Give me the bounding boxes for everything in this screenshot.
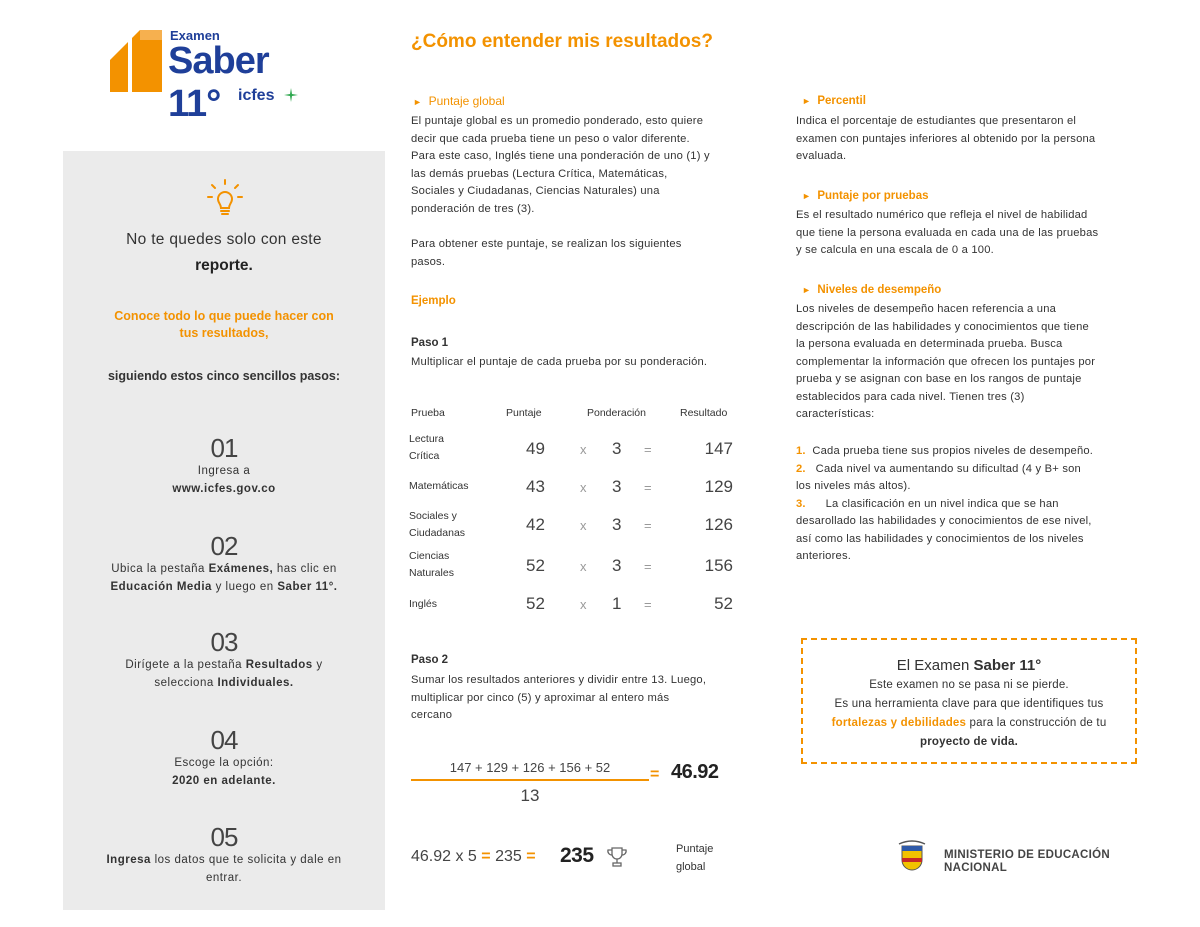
paso2-text: Sumar los resultados anteriores y dividir entre 13. Luego, multiplicar por cinco (5) y aproximar al entero más cercano — [411, 674, 707, 721]
step-4-text: Escoge la opción: — [174, 757, 274, 769]
step-1-number: 01 — [210, 433, 238, 463]
percentil-text: Indica el porcentaje de estudiantes que presentaron el examen con puntajes inferiores al obtenido por la persona evaluada. — [796, 115, 1096, 162]
ministry-line2: NACIONAL — [944, 862, 1008, 874]
table-row-prueba: Sociales y Ciudadanas — [409, 510, 466, 539]
callout-line2: tus resultados, — [179, 326, 269, 340]
th-prueba: Prueba — [411, 407, 445, 419]
page-title: ¿Cómo entender mis resultados? — [411, 31, 713, 52]
ejemplo-label: Ejemplo — [411, 295, 456, 307]
th-ponderacion: Ponderación — [587, 407, 646, 419]
intro-line2: reporte. — [195, 257, 253, 274]
fraction-result: 46.92 — [671, 761, 719, 783]
note-box-line3: fortalezas y debilidades para la construcción de tu — [831, 717, 1107, 729]
table-row-prueba: Ciencias Naturales — [409, 550, 454, 579]
times-sign: x — [580, 559, 587, 574]
saber-11-logo — [110, 28, 310, 125]
steps-panel — [63, 151, 385, 910]
equals-sign: = — [644, 597, 652, 612]
table-row-ponderacion: 3 — [612, 477, 622, 496]
step-3-number: 03 — [210, 627, 238, 657]
global-heading: ► Puntaje global — [413, 94, 505, 108]
step-5-number: 05 — [210, 822, 238, 852]
ministry-logo — [897, 840, 1137, 880]
callout-line1: Conoce todo lo que puede hacer con — [114, 309, 334, 323]
step-4-option: 2020 en adelante. — [172, 775, 276, 787]
table-row-resultado: 52 — [714, 594, 733, 613]
table-row-ponderacion: 1 — [612, 594, 622, 613]
table-row-ponderacion: 3 — [612, 515, 622, 534]
niveles-list — [796, 443, 1126, 566]
list-item: 1. Cada prueba tiene sus propios niveles de desempeño. — [796, 445, 1094, 457]
global-text: El puntaje global es un promedio ponderado, esto quiere decir que cada prueba tiene un peso o valor diferente. Para este caso, Inglés tiene una ponderación de uno (1) y las demás pruebas (Lectura Crítica, Matemáticas, Sociales y Ciudadanas, Ciencias Naturales) una ponderación de tres (3). — [411, 115, 710, 215]
table-row-resultado: 126 — [704, 515, 733, 534]
note-box-line2: Es una herramienta clave para que identifiques tus — [834, 698, 1104, 710]
times-sign: x — [580, 480, 587, 495]
lightbulb-icon — [207, 179, 243, 219]
table-row-resultado: 147 — [704, 439, 733, 458]
times-sign: x — [580, 442, 587, 457]
fraction-equals: = — [650, 766, 660, 783]
intro-line1: No te quedes solo con este — [126, 231, 322, 248]
steps-intro: siguiendo estos cinco sencillos pasos: — [107, 369, 340, 383]
pruebas-text: Es el resultado numérico que refleja el nivel de habilidad que tiene la persona evaluada en cada una de las pruebas y se calcula en una escala de 0 a 100. — [796, 209, 1099, 256]
times-sign: x — [580, 597, 587, 612]
equals-sign: = — [644, 518, 652, 533]
table-row-resultado: 156 — [704, 556, 733, 575]
steps-text: Para obtener este puntaje, se realizan los siguientes pasos. — [411, 238, 682, 268]
step-3-line1: Dirígete a la pestaña Resultados y — [125, 659, 323, 671]
note-box-line4: proyecto de vida. — [920, 736, 1018, 748]
table-row-puntaje: 52 — [526, 556, 545, 575]
icfes-star-icon — [284, 88, 298, 102]
note-box-line1: Este examen no se pasa ni se pierde. — [869, 679, 1069, 691]
paso1-title: Paso 1 — [411, 337, 449, 349]
table-row-ponderacion: 3 — [612, 439, 622, 458]
final-equation: 46.92 x 5 = 235 = — [411, 848, 536, 865]
list-item: 2. Cada nivel va aumentando su dificultad (4 y B+ son los niveles más altos). — [796, 462, 1081, 492]
th-resultado: Resultado — [680, 407, 728, 419]
step-5-line1: Ingresa los datos que te solicita y dale en — [106, 854, 342, 866]
step-1-url: www.icfes.gov.co — [172, 483, 276, 495]
trophy-icon — [606, 846, 628, 868]
table-row-puntaje: 42 — [526, 515, 545, 534]
equals-sign: = — [644, 559, 652, 574]
fraction-bar — [411, 779, 649, 781]
table-row-prueba: Lectura Crítica — [409, 433, 445, 462]
step-1-text: Ingresa a — [197, 465, 251, 477]
table-row-puntaje: 49 — [526, 439, 545, 458]
colombia-coat-of-arms-icon — [897, 840, 927, 876]
list-item: 3. La clasificación en un nivel indica que se han desarollado las habilidades y conocimientos de ese nivel, así como las habilidades y conocimientos de los niveles anteriores. — [796, 497, 1092, 562]
note-box-title: El Examen Saber 11° — [896, 657, 1042, 674]
paso1-text: Multiplicar el puntaje de cada prueba por su ponderación. — [411, 356, 708, 368]
logo-icfes-text: icfes — [238, 87, 275, 104]
equals-sign: = — [644, 442, 652, 457]
fraction-denominator: 13 — [520, 786, 540, 805]
table-row-puntaje: 43 — [526, 477, 545, 496]
table-row-resultado: 129 — [704, 477, 733, 496]
ministry-line1: MINISTERIO DE EDUCACIÓN — [944, 849, 1110, 861]
table-row-prueba: Inglés — [409, 598, 438, 610]
logo-saber-text: Saber 11° — [168, 40, 269, 125]
step-2-line2: Educación Media y luego en Saber 11°. — [110, 581, 338, 593]
percentil-heading: ► Percentil — [802, 95, 866, 107]
table-row-puntaje: 52 — [526, 594, 545, 613]
th-puntaje: Puntaje — [506, 407, 542, 419]
step-4-number: 04 — [210, 725, 238, 755]
table-row-prueba: Matemáticas — [409, 480, 469, 492]
step-2-line1: Ubica la pestaña Exámenes, has clic en — [111, 563, 337, 575]
step-2-number: 02 — [210, 531, 238, 561]
table-row-ponderacion: 3 — [612, 556, 622, 575]
times-sign: x — [580, 518, 587, 533]
pruebas-heading: ► Puntaje por pruebas — [802, 190, 929, 202]
niveles-text: Los niveles de desempeño hacen referencia a una descripción de las habilidades y conocimientos que tiene la persona evaluada en determinada prueba. Busca complementar la información que ofrecen los puntajes por prueba y se asignan con base en los rangos de puntaje establecidos para cada nivel. Tienen tres (3) características: — [796, 303, 1096, 420]
fraction-numerator: 147 + 129 + 126 + 156 + 52 — [449, 760, 611, 775]
equals-sign: = — [644, 480, 652, 495]
icfes-mark-icon — [110, 30, 166, 92]
final-score: 235 — [560, 844, 594, 867]
paso2-title: Paso 2 — [411, 654, 449, 666]
logo-examen-text: Examen — [170, 28, 220, 43]
niveles-heading: ► Niveles de desempeño — [802, 284, 942, 296]
step-3-line2: selecciona Individuales. — [154, 677, 294, 689]
step-5-line2: entrar. — [205, 872, 243, 884]
final-label: Puntaje global — [676, 843, 714, 873]
